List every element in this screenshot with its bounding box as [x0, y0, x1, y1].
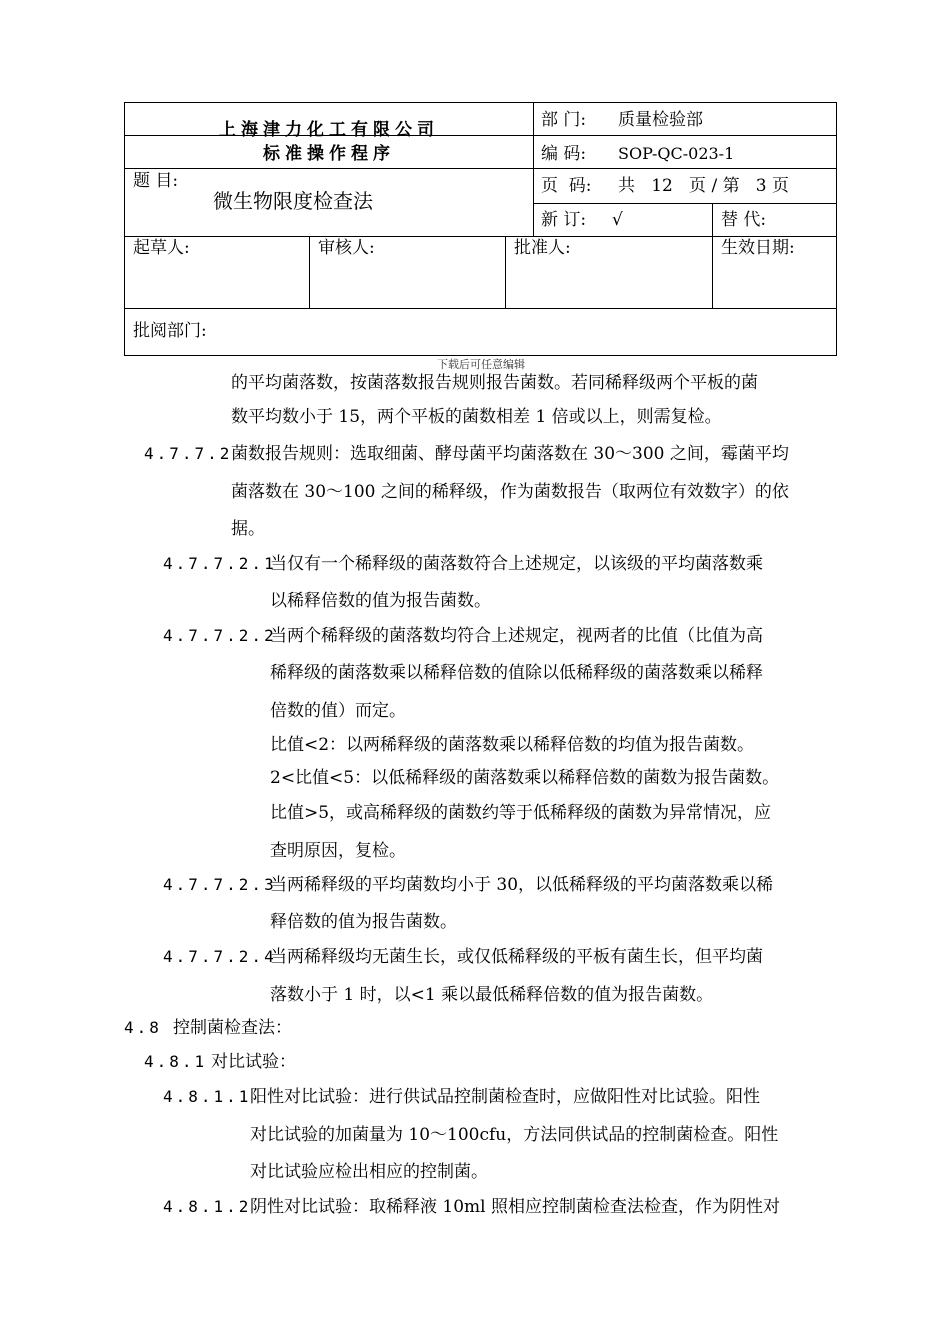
revision-value: √ — [612, 210, 623, 230]
dept-review-label: 批阅部门: — [133, 321, 207, 341]
divider — [505, 236, 506, 308]
company-name: 上海津力化工有限公司 — [219, 120, 439, 140]
paragraph-line: 比值<2：以两稀释级的菌落数乘以稀释倍数的均值为报告菌数。 — [270, 735, 755, 755]
reviewer-label: 审核人: — [318, 238, 375, 258]
replace-label: 替 代: — [721, 210, 767, 230]
paragraph-line: 据。 — [231, 519, 265, 539]
paragraph-line: 数平均数小于 15，两个平板的菌数相差 1 倍或以上，则需复检。 — [231, 407, 722, 427]
paragraph-line: 阴性对比试验：取稀释液 10ml 照相应控制菌检查法检查，作为阴性对 — [250, 1197, 780, 1217]
divider — [533, 135, 836, 136]
section-number: 4.8 — [124, 1018, 162, 1037]
divider — [309, 236, 310, 308]
paragraph-line: 当两个稀释级的菌落数均符合上述规定，视两者的比值（比值为高 — [270, 626, 763, 646]
divider — [712, 203, 713, 236]
divider — [533, 103, 534, 236]
effective-date-label: 生效日期: — [721, 238, 795, 258]
section-number: 4.8.1.2 — [163, 1197, 252, 1216]
section-number: 4.7.7.2.4 — [163, 947, 277, 966]
title-label: 题 目: — [133, 171, 179, 191]
dept-label: 部 门: — [541, 110, 587, 130]
section-heading: 对比试验： — [211, 1052, 296, 1072]
paragraph-line: 当两稀释级的平均菌数均小于 30，以低稀释级的平均菌落数乘以稀 — [270, 875, 774, 895]
code-value: SOP-QC-023-1 — [618, 144, 735, 163]
page-value: 共 12 页 / 第 3 页 — [618, 176, 790, 196]
drafter-label: 起草人: — [133, 238, 190, 258]
paragraph-line: 落数小于 1 时，以<1 乘以最低稀释倍数的值为报告菌数。 — [270, 985, 714, 1005]
paragraph-line: 倍数的值）而定。 — [270, 701, 406, 721]
section-number: 4.7.7.2.3 — [163, 875, 277, 894]
paragraph-line: 菌落数在 30～100 之间的稀释级，作为菌数报告（取两位有效数字）的依 — [231, 482, 789, 502]
document-title: 微生物限度检查法 — [213, 189, 373, 213]
dept-value: 质量检验部 — [618, 110, 703, 130]
section-heading: 控制菌检查法： — [173, 1018, 292, 1038]
page-label: 页 码: — [541, 176, 592, 196]
paragraph-line: 对比试验应检出相应的控制菌。 — [250, 1162, 488, 1182]
paragraph-line: 释倍数的值为报告菌数。 — [270, 912, 457, 932]
header-table — [124, 102, 837, 356]
paragraph-line: 查明原因，复检。 — [270, 841, 406, 861]
divider — [533, 203, 836, 204]
paragraph-line: 对比试验的加菌量为 10～100cfu，方法同供试品的控制菌检查。阳性 — [250, 1125, 779, 1145]
paragraph-line: 比值>5，或高稀释级的菌数约等于低稀释级的菌数为异常情况，应 — [270, 803, 772, 823]
paragraph-line: 稀释级的菌落数乘以稀释倍数的值除以低稀释级的菌落数乘以稀释 — [270, 663, 763, 683]
code-label: 编 码: — [541, 144, 587, 164]
approver-label: 批准人: — [514, 238, 571, 258]
paragraph-line: 当两稀释级均无菌生长，或仅低稀释级的平板有菌生长，但平均菌 — [270, 947, 763, 967]
section-number: 4.8.1.1 — [163, 1087, 252, 1106]
section-number: 4.8.1 — [144, 1052, 208, 1071]
paragraph-line: 2<比值<5：以低稀释级的菌落数乘以稀释倍数的菌数为报告菌数。 — [270, 768, 780, 788]
paragraph-line: 当仅有一个稀释级的菌落数符合上述规定，以该级的平均菌落数乘 — [270, 554, 763, 574]
watermark-text: 下载后可任意编辑 — [437, 358, 525, 371]
paragraph-line: 阳性对比试验：进行供试品控制菌检查时，应做阳性对比试验。阳性 — [250, 1087, 760, 1107]
document-type: 标准操作程序 — [263, 144, 395, 164]
section-number: 4.7.7.2 — [144, 444, 233, 463]
divider — [125, 236, 836, 237]
section-number: 4.7.7.2.1 — [163, 554, 277, 573]
divider — [712, 236, 713, 308]
paragraph-line: 以稀释倍数的值为报告菌数。 — [270, 591, 491, 611]
paragraph-line: 菌数报告规则：选取细菌、酵母菌平均菌落数在 30～300 之间，霉菌平均 — [231, 444, 789, 464]
paragraph-line: 的平均菌落数，按菌落数报告规则报告菌数。若同稀释级两个平板的菌 — [231, 373, 758, 393]
divider — [125, 168, 836, 169]
section-number: 4.7.7.2.2 — [163, 626, 277, 645]
divider — [125, 308, 836, 309]
revision-label: 新 订: — [541, 210, 587, 230]
